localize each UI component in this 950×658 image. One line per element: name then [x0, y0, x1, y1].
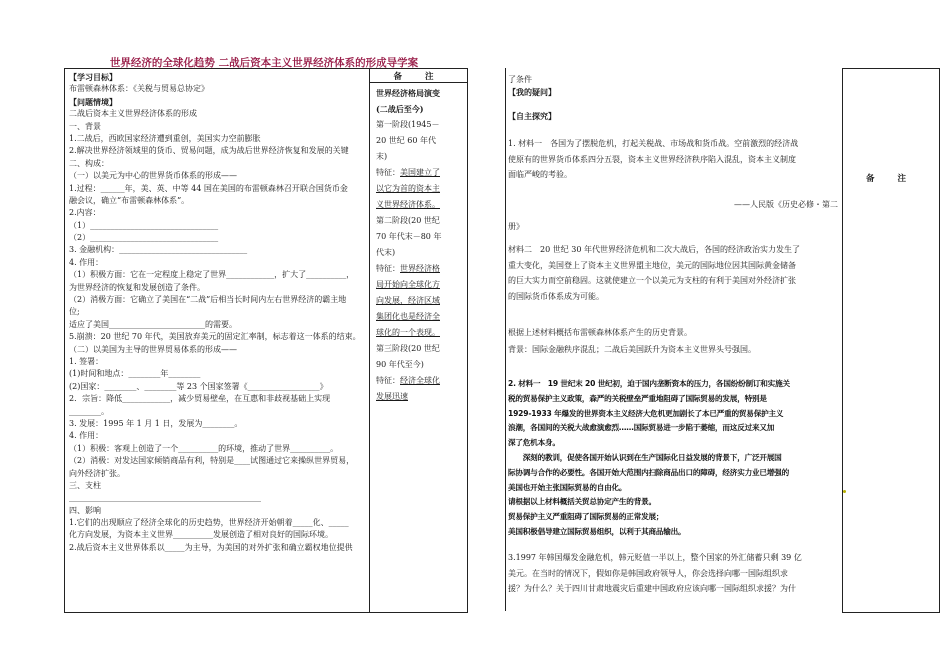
content-line: 1. 签署：	[69, 356, 104, 366]
document-title: 世界经济的全球化趋势 二战后资本主义世界经济体系的形成导学案	[109, 57, 419, 69]
content-line: (2)国家：________、________等 23 个国家签署《__________________》	[69, 381, 328, 391]
m3-line: 美国也开始主张国际贸易的自由化。	[508, 482, 627, 492]
m4-line: 美元。在当时的情况下，假如你是韩国政府领导人，你会选择向哪一国际组织求	[508, 568, 788, 578]
m2-line: 重大变化，美国登上了资本主义世界盟主地位，美元的国际地位因其国际黄金储备	[508, 260, 796, 270]
notes-content	[370, 83, 467, 407]
content-line: （1）________________________________	[69, 220, 219, 230]
note-line: 第三阶段(20 世纪	[376, 344, 440, 353]
note-line: 向发展，经济区域	[376, 296, 440, 305]
content-line: （一）以美元为中心的世界货币体系的形成——	[69, 171, 237, 181]
content-line: 4. 作用：	[69, 257, 104, 267]
content-line: 1.二战后，西欧国家经济遭到重创，美国实力空前膨胀	[69, 133, 261, 143]
content-line: （2）消极方面：它确立了美国在“二战”后相当长时间内左右世界经济的霸主地	[69, 295, 347, 305]
m4-line: 援？为什么？关于四川甘肃地震灾后重建中国政府应该向哪一国际组织求援？为什	[508, 584, 796, 594]
content-line: ________。	[69, 406, 109, 416]
content-line: （2）________________________________	[69, 233, 219, 243]
content-line: 1.它们的出现顺应了经济全球化的历史趋势，世界经济开始朝着_____化、_____	[69, 518, 349, 528]
m3-line: 际协调与合作的必要性。各国开始大范围内扫除商品出口的障碍，经济实力业已增强的	[508, 467, 789, 477]
content-line: 适应了美国________________________的需要。	[69, 319, 237, 329]
content-line: 二、构成：	[69, 158, 109, 168]
m2-line: 的巨大实力而空前稳固。这就使建立一个以美元为支柱的有利于美国对外经济扩张	[508, 276, 796, 286]
m4-line: 3.1997 年韩国爆发金融危机，韩元贬值一半以上，整个国家的外汇储蓄只剩 39 亿	[508, 553, 802, 562]
m3-line: 深了危机本身。	[508, 438, 560, 448]
content-line: 为世界经济的恢复和发展创造了条件。	[69, 282, 205, 292]
content-line: 2.解决世界经济领域里的货币、贸易问题，成为战后世界经济恢复和发展的关键	[69, 146, 349, 156]
content-line: 2．宗旨：降低____________，减少贸易壁垒，在互惠和非歧视基础上实现	[69, 394, 331, 404]
note-line: 局开始向全球化方	[376, 280, 440, 289]
note-line: 集团化也是经济全	[376, 312, 440, 321]
content-line: 一、背景	[69, 121, 101, 131]
material-1	[508, 136, 838, 183]
section-explore: 【自主探究】	[508, 111, 556, 121]
content-line: 5.崩溃：20 世纪 70 年代，美国放弃美元的固定汇率制，标志着这一体系的结束。	[69, 332, 361, 342]
note-line: 70 年代末－80 年	[376, 232, 442, 241]
note-line: 义世界经济体系。	[376, 200, 440, 209]
note-line: (二战后至今)	[376, 104, 424, 114]
m3-line: 请根据以上材料概括关贸总协定产生的背景。	[508, 497, 656, 507]
m3-line: 浪潮，各国间的关税大战愈演愈烈……国际贸易进一步陷于萎缩，而这反过来又加	[508, 423, 775, 433]
notes-column	[370, 69, 467, 612]
left-sheet-table	[64, 68, 468, 613]
note-line: 以它为首的资本主	[376, 184, 440, 193]
note-line: 特征：经济全球化	[376, 376, 440, 385]
notes-header: 备 注	[393, 72, 444, 82]
content-line: (1)时间和地点：________年________	[69, 369, 201, 379]
right-notes-header: 备 注	[866, 174, 916, 184]
material-1-citation-cont: 册》	[508, 222, 524, 231]
note-line: 代末)	[376, 248, 396, 257]
content-line: 3. 金融机构：________________________________	[69, 245, 248, 255]
content-line: 2.战后资本主义世界体系以_____为主导，为美国的对外扩张和确立霸权地位提供	[69, 542, 353, 552]
m3-line: 贸易保护主义严重阻碍了国际贸易的正常发展；	[508, 512, 664, 522]
note-line: 第二阶段(20 世纪	[376, 216, 440, 225]
content-line: （2）消极：对发达国家倾销商品有利，特别是____试图通过它来操纵世界贸易，	[69, 456, 355, 466]
m1-line: 1. 材料一 各国为了摆脱危机，打起关税战、市场战和货币战。空前激烈的经济战	[508, 139, 799, 148]
note-line: 第一阶段(1945－	[376, 120, 440, 129]
m3-line: 1929-1933 年爆发的世界资本主义经济大危机更加剧长了本已严重的贸易保护主义	[508, 408, 784, 418]
notes-header-row	[370, 69, 467, 83]
content-line: 三、支柱	[69, 480, 101, 490]
content-line: （二）以美国为主导的世界贸易体系的形成——	[69, 344, 237, 354]
note-line: 90 年代至今)	[376, 360, 424, 369]
content-line: 化方向发展，为资本主义世界__________发展创造了相对良好的国际环境。	[69, 530, 333, 540]
marker-dot	[843, 490, 846, 493]
main-content	[65, 69, 369, 554]
material-1-citation: ——人民版《历史必修・第二	[734, 200, 838, 209]
content-line: 1.过程：______年，美、英、中等 44 国在美国的布雷顿森林召开联合国货币金	[69, 183, 348, 193]
content-line: 【问题情境】	[69, 96, 117, 107]
content-line: （1）积极：客观上创造了一个__________的环境，推动了世界__________。	[69, 443, 339, 453]
m2-line: 的国际货币体系成为可能。	[508, 291, 604, 301]
content-line: 四、影响	[69, 505, 101, 515]
note-line: 特征：世界经济格	[376, 264, 440, 273]
material-2-question: 根据上述材料概括布雷顿森林体系产生的历史背景。	[508, 328, 692, 337]
note-line: 球化的一个表现。	[376, 328, 440, 337]
content-line: 布雷顿森林体系：《关税与贸易总协定》	[69, 84, 209, 94]
content-line: 4. 作用：	[69, 431, 104, 441]
content-line: 【学习目标】	[69, 72, 117, 82]
content-line: ________________________________________________	[69, 493, 261, 503]
note-line: 末)	[376, 152, 388, 161]
material-4	[508, 550, 838, 597]
m1-line: 使原有的世界货币体系四分五裂，资本主义世界经济秩序陷入混乱，资本主义制度	[508, 154, 796, 164]
m3-line: 美国积极倡导建立国际贸易组织，以利于其商品输出。	[508, 526, 686, 536]
material-2	[508, 242, 838, 304]
m3-line: 2. 材料一 19 世纪末 20 世纪初，迫于国内垄断资本的压力，各国纷纷制订和实施关	[508, 379, 790, 388]
right-notes-column	[842, 68, 940, 613]
content-line: 2.内容：	[69, 208, 101, 218]
material-3	[508, 377, 838, 540]
content-line: 二战后资本主义世界经济体系的形成	[69, 109, 197, 119]
note-line: 世界经济格局演变	[376, 88, 440, 98]
main-column	[65, 69, 370, 612]
continued-line: 了条件	[508, 75, 532, 84]
m3-line: 税的贸易保护主义政策，森严的关税壁垒严重地阻碍了国际贸易的发展，特别是	[508, 393, 767, 403]
note-line: 20 世纪 60 年代	[376, 136, 436, 145]
note-line: 发展迅速	[376, 392, 408, 401]
m1-line: 面临严峻的考验。	[508, 170, 572, 180]
material-2-answer: 背景：国际金融秩序混乱；二战后美国跃升为资本主义世界头号强国。	[508, 345, 756, 354]
content-line: 位;	[69, 307, 80, 317]
note-line: 特征：美国建立了	[376, 168, 440, 177]
content-line: 向外经济扩张。	[69, 468, 125, 478]
m2-line: 材料二 20 世纪 30 年代世界经济危机和二次大战后，各国的经济政治实力发生了	[508, 245, 800, 254]
section-doubts: 【我的疑问】	[508, 87, 556, 97]
content-line: 融会议，确立“布雷顿森林体系”。	[69, 195, 190, 205]
m3-line: 深刻的教训，促使各国开始认识到在生产国际化日益发展的背景下，广泛开展国	[508, 452, 782, 462]
content-line: 3. 发展：1995 年 1 月 1 日，发展为________。	[69, 418, 243, 428]
content-line: （1）积极方面：它在一定程度上稳定了世界____________，扩大了__________，	[69, 270, 355, 280]
